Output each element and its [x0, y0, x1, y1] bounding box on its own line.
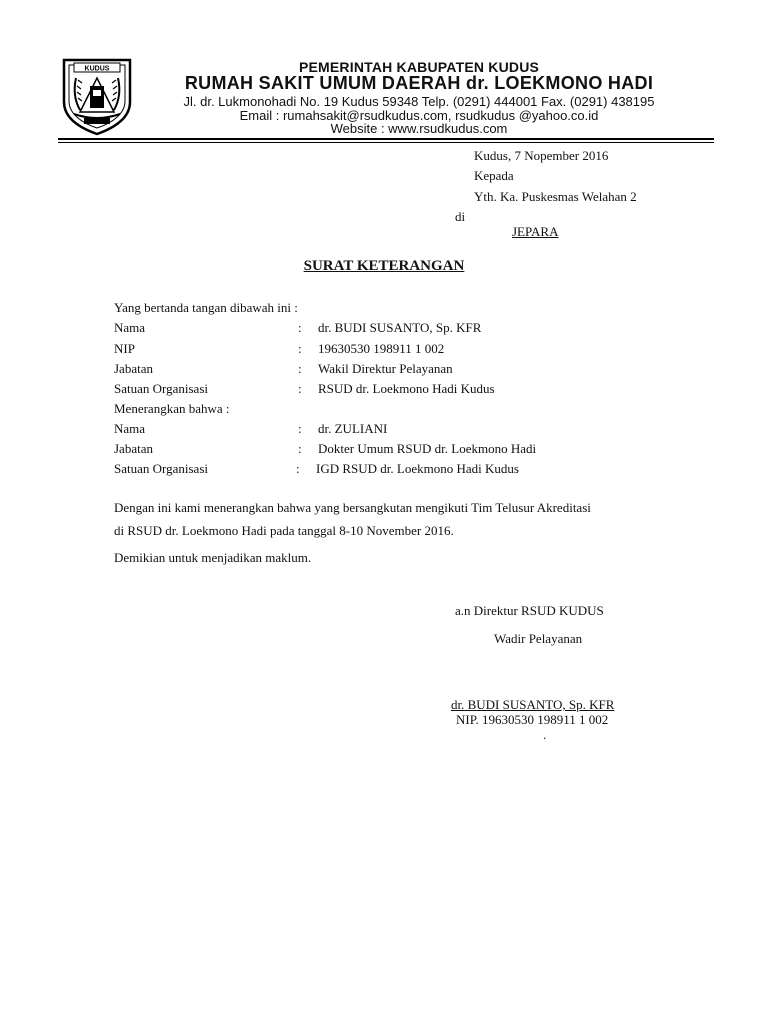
colon: : [296, 461, 300, 476]
recipient-di: di [455, 209, 466, 224]
subject-satuan-label: Satuan Organisasi [114, 461, 208, 476]
signer-nip-value: 19630530 198911 1 002 [318, 341, 445, 356]
signature-dot: . [543, 727, 547, 742]
signature-role: Wadir Pelayanan [494, 631, 583, 646]
hospital-email: Email : rumahsakit@rsudkudus.com, rsudkudus @yahoo.co.id [239, 108, 599, 123]
recipient-city: JEPARA [512, 224, 559, 239]
colon: : [298, 441, 302, 456]
signer-jabatan-label: Jabatan [114, 361, 153, 376]
signer-jabatan-value: Wakil Direktur Pelayanan [318, 361, 453, 376]
colon: : [298, 381, 302, 396]
signer-nama-label: Nama [114, 320, 146, 335]
signer-nip-label: NIP [114, 341, 135, 356]
hospital-name: RUMAH SAKIT UMUM DAERAH dr. LOEKMONO HADI [184, 73, 654, 93]
subject-satuan-value: IGD RSUD dr. Loekmono Hadi Kudus [316, 461, 519, 476]
subject-jabatan-value: Dokter Umum RSUD dr. Loekmono Hadi [318, 441, 537, 456]
body-line-2: di RSUD dr. Loekmono Hadi pada tanggal 8-10 November 2016. [114, 523, 454, 538]
subject-nama-value: dr. ZULIANI [318, 421, 388, 436]
body-line-1: Dengan ini kami menerangkan bahwa yang bersangkutan mengikuti Tim Telusur Akreditasi [114, 500, 591, 515]
colon: : [298, 320, 302, 335]
recipient-kepada: Kepada [474, 168, 514, 183]
colon: : [298, 361, 302, 376]
letterhead-rule-thick [58, 138, 714, 140]
document-title: SURAT KETERANGAN [303, 258, 465, 274]
recipient-name: Yth. Ka. Puskesmas Welahan 2 [474, 189, 637, 204]
signer-nama-value: dr. BUDI SUSANTO, Sp. KFR [318, 320, 482, 335]
signature-on-behalf: a.n Direktur RSUD KUDUS [455, 603, 604, 618]
hospital-website: Website : www.rsudkudus.com [330, 121, 508, 136]
closing-text: Demikian untuk menjadikan maklum. [114, 550, 312, 565]
logo-text: KUDUS [84, 65, 110, 73]
signature-nip: NIP. 19630530 198911 1 002 [456, 712, 609, 727]
hospital-address: Jl. dr. Lukmonohadi No. 19 Kudus 59348 Telp. (0291) 444001 Fax. (0291) 438195 [183, 94, 655, 109]
government-heading: PEMERINTAH KABUPATEN KUDUS [298, 59, 540, 75]
signer-satuan-label: Satuan Organisasi [114, 381, 208, 396]
colon: : [298, 341, 302, 356]
letter-date: Kudus, 7 Nopember 2016 [474, 148, 609, 163]
intro-text: Yang bertanda tangan dibawah ini : [114, 300, 298, 315]
signer-satuan-value: RSUD dr. Loekmono Hadi Kudus [318, 381, 495, 396]
colon: : [298, 421, 302, 436]
subject-jabatan-label: Jabatan [114, 441, 153, 456]
signature-name: dr. BUDI SUSANTO, Sp. KFR [451, 697, 615, 712]
subject-nama-label: Nama [114, 421, 146, 436]
letterhead-rule-thin [58, 142, 714, 143]
menerangkan-text: Menerangkan bahwa : [114, 401, 230, 416]
